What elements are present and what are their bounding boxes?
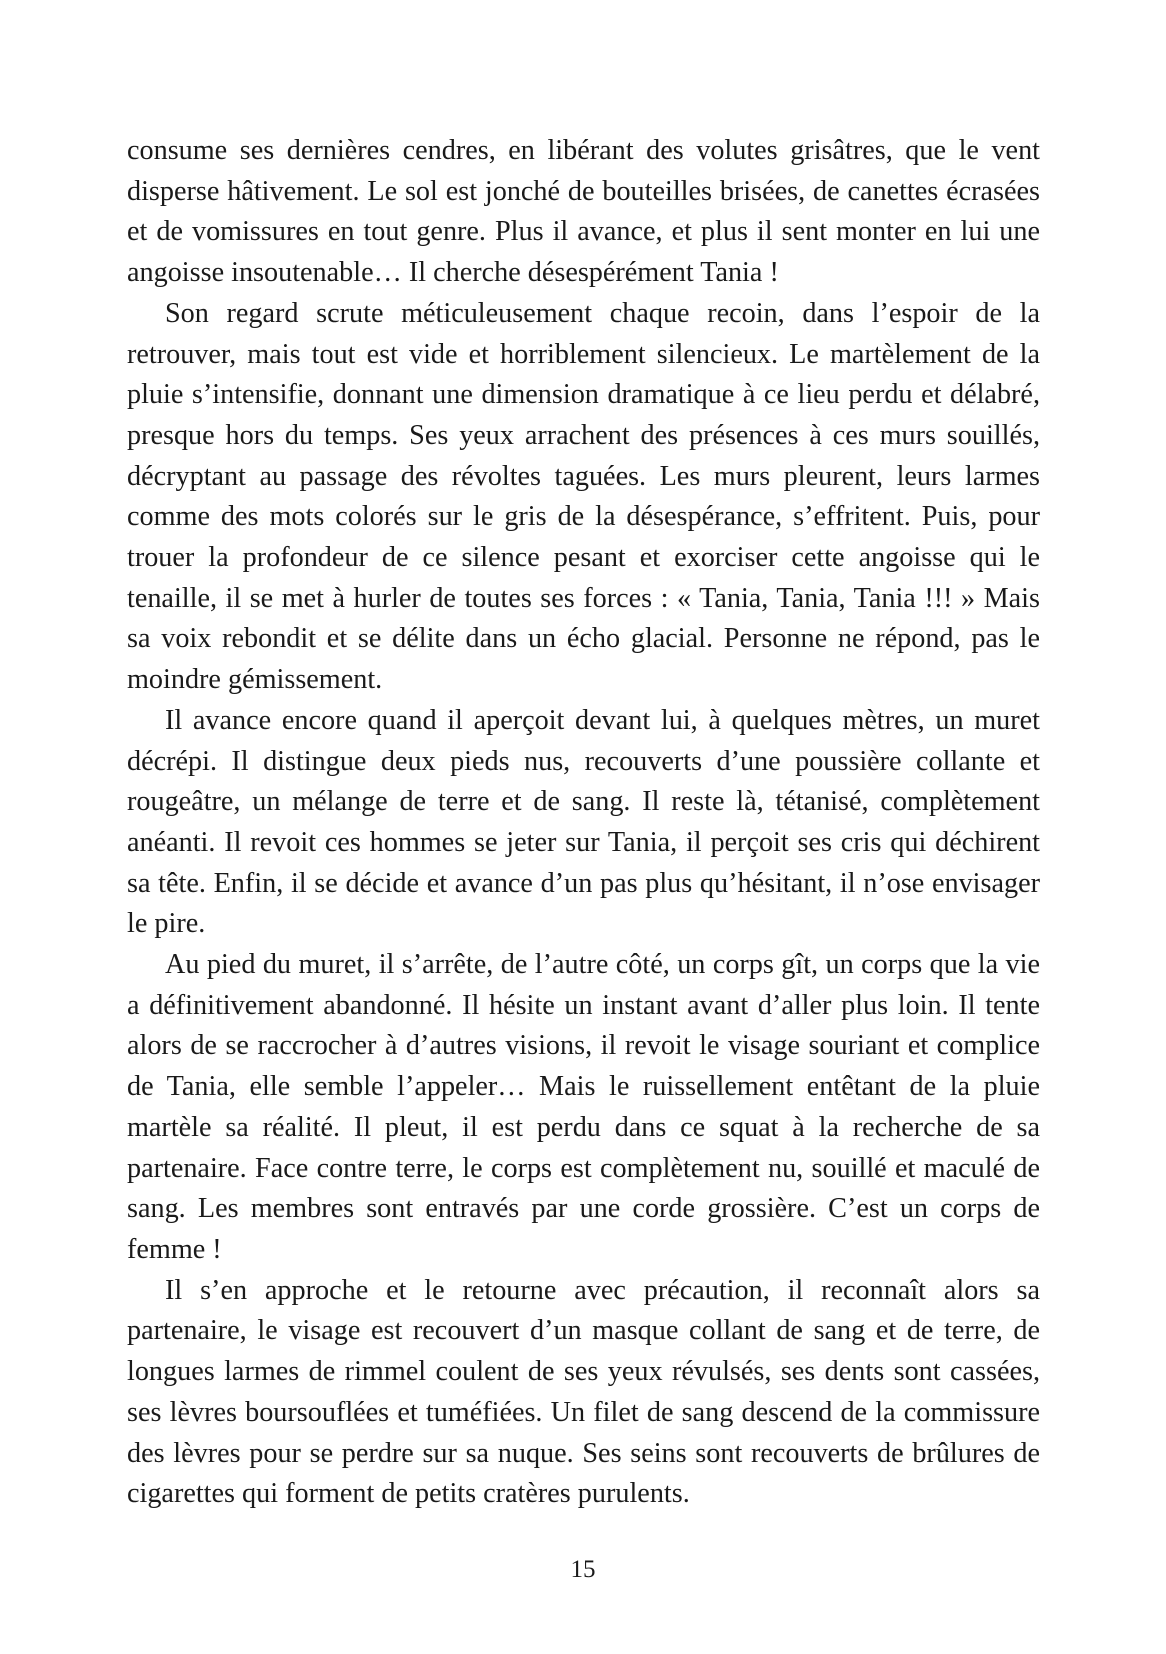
page-number: 15 [570,1556,596,1583]
paragraph-5: Il s’en approche et le retourne avec précaution, il reconnaît alors sa partenaire, le visage est recouvert d’un masque collant de sang et de terre, de longues larmes de rimmel coulent de ses yeux révulsés, ses dents sont cassées, ses lèvres boursouflées et tuméfiées. Un filet de sang descend de la commissure des lèvres pour se perdre sur sa nuque. Ses seins sont recouverts de brûlures de cigarettes qui forment de petits cratères purulents. [127,1274,1040,1510]
paragraph-3: Il avance encore quand il aperçoit devant lui, à quelques mètres, un muret décrépi. Il distingue deux pieds nus, recouverts d’une poussière collante et rougeâtre, un mélange de terre et de sang. Il reste là, tétanisé, complètement anéanti. Il revoit ces hommes se jeter sur Tania, il perçoit ses cris qui déchirent sa tête. Enfin, il se décide et avance d’un pas plus qu’hésitant, il n’ose envisager le pire. [127,704,1040,940]
body-text [127,131,1040,1515]
paragraph-1: consume ses dernières cendres, en libérant des volutes grisâtres, que le vent disperse hâtivement. Le sol est jonché de bouteilles brisées, de canettes écrasées et de vomissures en tout genre. Plus il avance, et plus il sent monter en lui une angoisse insoutenable… Il cherche désespérément Tania ! [127,135,1040,289]
paragraph-4: Au pied du muret, il s’arrête, de l’autre côté, un corps gît, un corps que la vie a définitivement abandonné. Il hésite un instant avant d’aller plus loin. Il tente alors de se raccrocher à d’autres visions, il revoit le visage souriant et complice de Tania, elle semble l’appeler… Mais le ruissellement entêtant de la pluie martèle sa réalité. Il pleut, il est perdu dans ce squat à la recherche de sa partenaire. Face contre terre, le corps est complètement nu, souillé et maculé de sang. Les membres sont entravés par une corde grossière. C’est un corps de femme ! [127,949,1040,1265]
paragraph-2: Son regard scrute méticuleusement chaque recoin, dans l’espoir de la retrouver, mais tout est vide et horriblement silencieux. Le martèlement de la pluie s’intensifie, donnant une dimension dramatique à ce lieu perdu et délabré, presque hors du temps. Ses yeux arrachent des présences à ces murs souillés, décryptant au passage des révoltes taguées. Les murs pleurent, leurs larmes comme des mots colorés sur le gris de la désespérance, s’effritent. Puis, pour trouer la profondeur de ce silence pesant et exorciser cette angoisse qui le tenaille, il se met à hurler de toutes ses forces : « Tania, Tania, Tania !!! » Mais sa voix rebondit et se délite dans un écho glacial. Personne ne répond, pas le moindre gémissement. [127,297,1040,696]
